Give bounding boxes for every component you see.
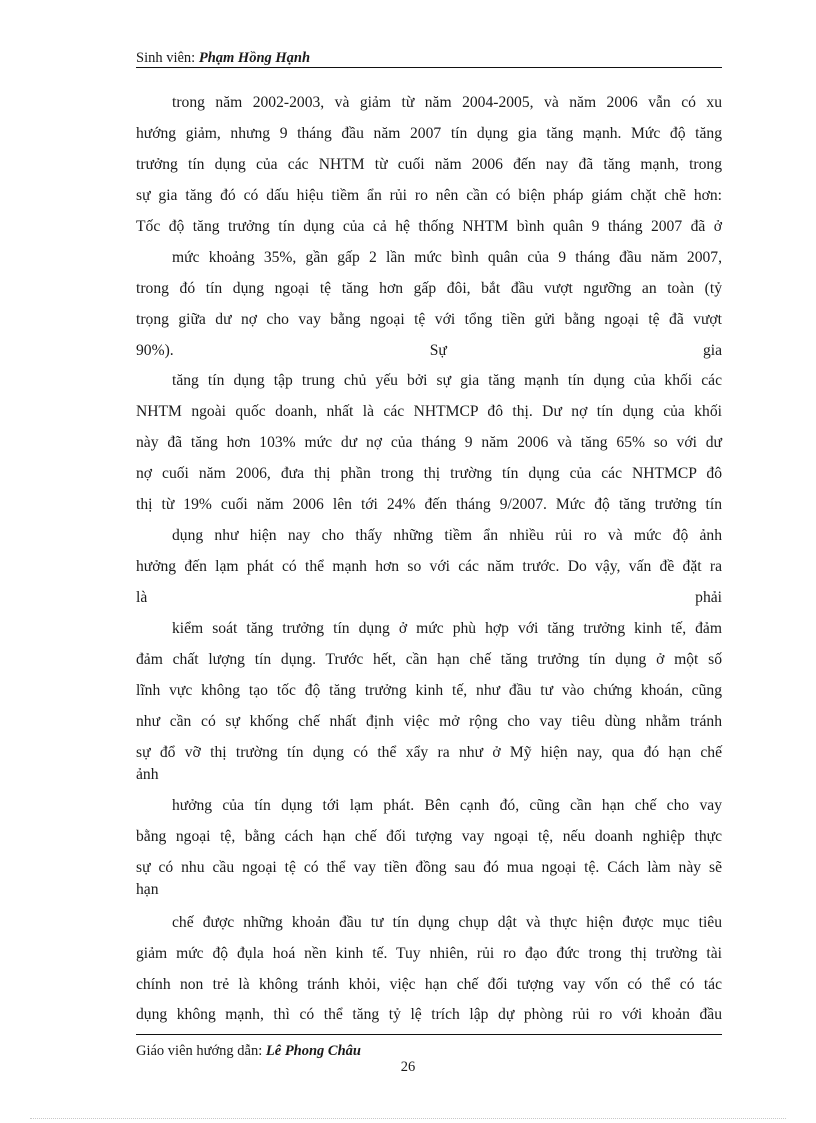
- text-line: NHTM ngoài quốc doanh, nhất là các NHTMCP đô thị. Dư nợ tín dụng của khối: [136, 403, 722, 420]
- text-line: trong năm 2002-2003, và giảm từ năm 2004-2005, và năm 2006 vẫn có xu: [172, 94, 722, 111]
- text-line: sự gia tăng đó có dấu hiệu tiềm ẩn rủi ro nên cần có biện pháp giám chặt chẽ hơn:: [136, 187, 722, 204]
- header-rule: [136, 67, 722, 68]
- text-line: giảm mức độ đụla hoá nền kinh tế. Tuy nhiên, rủi ro đạo đức trong thị trường tài: [136, 945, 722, 962]
- footer-label: Giáo viên hướng dẫn:: [136, 1043, 263, 1059]
- text-line: hạn: [136, 881, 159, 898]
- text-line: thị từ 19% cuối năm 2006 lên tới 24% đến tháng 9/2007. Mức độ tăng trưởng tín: [136, 496, 722, 513]
- text-line: kiểm soát tăng trưởng tín dụng ở mức phù hợp với tăng trưởng kinh tế, đảm: [172, 620, 722, 637]
- text-line: bằng ngoại tệ, bằng cách hạn chế đối tượng vay ngoại tệ, nếu doanh nghiệp thực: [136, 828, 722, 845]
- text-line: là phải: [136, 589, 722, 606]
- text-line: sự có nhu cầu ngoại tệ có thể vay tiền đồng sau đó mua ngoại tệ. Cách làm này sẽ: [136, 859, 722, 876]
- text-line: mức khoảng 35%, gần gấp 2 lần mức bình quân của 9 tháng đầu năm 2007,: [172, 249, 722, 266]
- text-line: ảnh: [136, 766, 159, 783]
- text-line: trưởng tín dụng của các NHTM từ cuối năm 2006 đến nay đã tăng mạnh, trong: [136, 156, 722, 173]
- footer-rule: [136, 1034, 722, 1035]
- text-line: dụng như hiện nay cho thấy những tiềm ẩn nhiều rủi ro và mức độ ảnh: [172, 527, 722, 544]
- text-line: hưởng của tín dụng tới lạm phát. Bên cạnh đó, cũng cần hạn chế cho vay: [172, 797, 722, 814]
- text-line: nợ cuối năm 2006, đưa thị phần trong thị trường tín dụng của các NHTMCP đô: [136, 465, 722, 482]
- text-line: hưởng đến lạm phát có thể mạnh hơn so với các năm trước. Do vậy, vấn đề đặt ra: [136, 558, 722, 575]
- supervisor-name: Lê Phong Châu: [265, 1043, 361, 1059]
- text-line: 90%). Sự gia: [136, 342, 722, 359]
- text-line: tăng tín dụng tập trung chủ yếu bởi sự gia tăng mạnh tín dụng của khối các: [172, 372, 722, 389]
- text-line: chính non trẻ là không tránh khỏi, việc hạn chế đối tượng vay vốn có thể có tác: [136, 976, 722, 993]
- text-line: hướng giảm, nhưng 9 tháng đầu năm 2007 tín dụng gia tăng mạnh. Mức độ tăng: [136, 125, 722, 142]
- text-line: dụng không mạnh, thì có thể tăng tỷ lệ trích lập dự phòng rủi ro với khoản đầu: [136, 1006, 722, 1023]
- text-line: chế được những khoản đầu tư tín dụng chụp dật và thực hiện được mục tiêu: [172, 914, 722, 931]
- page-header: [136, 48, 722, 68]
- student-name: Phạm Hồng Hạnh: [198, 50, 311, 66]
- header-label: Sinh viên:: [136, 50, 196, 66]
- text-line: này đã tăng hơn 103% mức dư nợ của tháng 9 năm 2006 và tăng 65% so với dư: [136, 434, 722, 451]
- text-line: trọng giữa dư nợ cho vay bằng ngoại tệ với tổng tiền gửi bằng ngoại tệ đã vượt: [136, 311, 722, 328]
- text-line: đảm chất lượng tín dụng. Trước hết, cần hạn chế tăng trưởng tín dụng ở một số: [136, 651, 722, 668]
- page-number: 26: [400, 1059, 416, 1075]
- text-line: như cần có sự khống chế nhất định việc mở rộng cho vay tiêu dùng nhằm tránh: [136, 713, 722, 730]
- page-edge-dotted-line: [30, 1118, 786, 1119]
- text-line: trong đó tín dụng ngoại tệ tăng hơn gấp đôi, bắt đầu vượt ngưỡng an toàn (tỷ: [136, 280, 722, 297]
- text-line: lĩnh vực không tạo tốc độ tăng trưởng kinh tế, như đầu tư vào chứng khoán, cũng: [136, 682, 722, 699]
- text-line: Tốc độ tăng trưởng tín dụng của cả hệ thống NHTM bình quân 9 tháng 2007 đã ở: [136, 218, 722, 235]
- text-line: sự đổ vỡ thị trường tín dụng có thể xẩy ra như ở Mỹ hiện nay, qua đó hạn chế: [136, 744, 722, 761]
